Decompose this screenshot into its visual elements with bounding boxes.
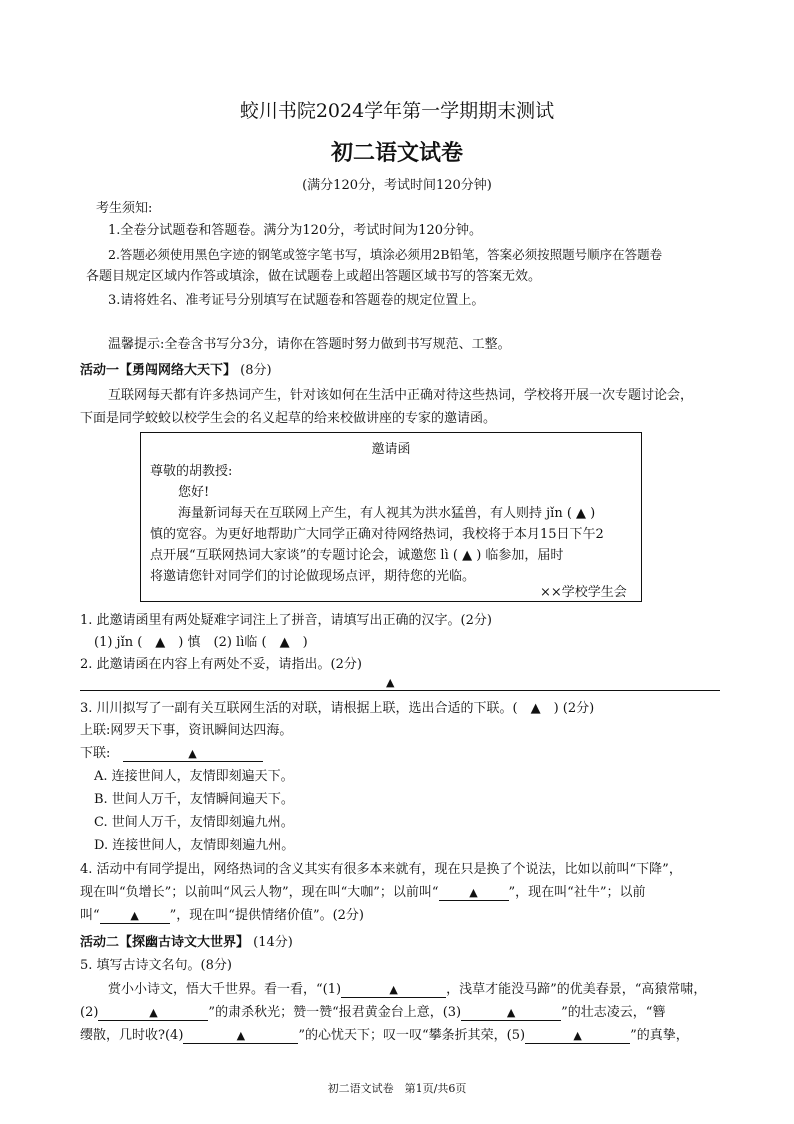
notice-item-2: 2.答题必须使用黑色字迹的钢笔或签字笔书写，填涂必须用2B铅笔，答案必须按照题号顺序在答题卷 (108, 247, 663, 262)
exam-title: 蛟川书院2024学年第一学期期末测试 (239, 100, 555, 122)
score-note: (满分120分，考试时间120分钟) (302, 178, 492, 193)
question-5-line-1 (108, 981, 706, 999)
couplet-lower-label: 下联: (80, 746, 111, 761)
activity-2-heading (80, 934, 293, 952)
letter-salutation: 尊敬的胡教授: (150, 464, 233, 479)
page-footer: 初二语文试卷 第1页/共6页 (327, 1082, 467, 1095)
notice-item-3: 3.请将姓名、准考证号分别填写在试题卷和答题卷的规定位置上。 (108, 293, 485, 308)
question-4-line-1: 4. 活动中有同学提出，网络热词的含义其实有很多本来就有，现在只是换了个说法，比如以前叫“下降”， (80, 862, 682, 877)
activity-2-points: (14分) (253, 935, 293, 950)
activity-1-points: (8分) (240, 363, 272, 378)
question-3-stem: 3. 川川拟写了一副有关互联网生活的对联，请根据上联，选出合适的下联。( ▲ ) (2分) (80, 701, 595, 716)
question-4-line-3-tail: ”，现在叫“提供情绪价值”。(2分) (169, 908, 365, 923)
question-2-answer-line[interactable] (80, 690, 720, 691)
question-5-line-3-mid: ”的心忧天下；叹一叹“攀条折其荣，(5) (298, 1028, 526, 1043)
question-2-answer-mark: ▲ (386, 676, 395, 689)
question-4-line-2-tail: ”，现在叫“社牛”；以前 (508, 885, 646, 900)
question-5-line-1-text: 赏小小诗文，悟大千世界。看一看，“(1) (108, 982, 342, 997)
question-5-line-1-tail: ，浅草才能没马蹄”的优美春景，“高猿常啸， (446, 982, 707, 997)
question-1-stem: 1. 此邀请函里有两处疑难字词注上了拼音，请填写出正确的汉字。(2分) (80, 613, 492, 628)
question-5-line-3-tail: ”的真挚， (630, 1028, 689, 1043)
option-c: C. 世间人万千，友情即刻遍九州。 (94, 815, 294, 830)
question-5-line-3 (80, 1027, 689, 1045)
option-a: A. 连接世间人，友情即刻遍天下。 (94, 769, 294, 784)
letter-greeting: 您好! (178, 485, 210, 500)
letter-line-2: 慎的宽容。为更好地帮助广大同学正确对待网络热词，我校将于本月15日下午2 (150, 527, 604, 542)
warm-tip: 温馨提示:全卷含书写分3分，请你在答题时努力做到书写规范、工整。 (108, 337, 511, 352)
question-5-line-2-mid: ”的肃杀秋光；赞一赞“报君黄金台上意，(3) (208, 1005, 462, 1020)
question-5-line-2-tail: ”的壮志凌云，“簪 (561, 1005, 666, 1020)
question-4-line-3 (80, 907, 364, 925)
activity-1-intro: 互联网每天都有许多热词产生，针对该如何在生活中正确对待这些热词，学校将开展一次专题讨论会， (108, 388, 694, 403)
question-1-answer-line: (1) jǐn ( ▲ ) 慎 (2) lì临 ( ▲ ) (94, 635, 308, 650)
couplet-lower (80, 745, 263, 763)
question-5-line-3-text: 缨散，几时收?(4) (80, 1028, 184, 1043)
question-4-line-2 (80, 884, 645, 902)
poem-blank-4[interactable]: ▲ (183, 1028, 298, 1044)
poem-blank-1[interactable]: ▲ (341, 982, 446, 998)
question-5-line-2 (80, 1004, 665, 1022)
couplet-lower-blank[interactable]: ▲ (123, 746, 263, 762)
question-5-line-2-text: (2) (80, 1005, 99, 1020)
question-4-line-2-text: 现在叫“负增长”；以前叫“风云人物”，现在叫“大咖”；以前叫“ (80, 885, 439, 900)
paper-title: 初二语文试卷 (330, 141, 463, 166)
question-2-stem: 2. 此邀请函在内容上有两处不妥，请指出。(2分) (80, 657, 362, 672)
letter-line-3: 点开展“互联网热词大家谈”的专题讨论会，诚邀您 lì ( ▲ ) 临参加，届时 (150, 548, 564, 563)
question-4-line-3-text: 叫“ (80, 908, 100, 923)
question-4-blank-1[interactable]: ▲ (439, 885, 509, 901)
notice-item-2-cont: 各题目规定区域内作答或填涂，做在试题卷上或超出答题区域书写的答案无效。 (86, 269, 542, 284)
letter-signature: ××学校学生会 (540, 585, 627, 600)
poem-blank-3[interactable]: ▲ (461, 1005, 561, 1021)
notice-item-1: 1.全卷分试题卷和答题卷。满分为120分，考试时间为120分钟。 (108, 223, 483, 238)
poem-blank-5[interactable]: ▲ (525, 1028, 630, 1044)
option-d: D. 连接世间人，友情即刻遍九州。 (94, 838, 295, 853)
activity-1-heading (80, 362, 272, 380)
notice-heading: 考生须知: (96, 201, 153, 216)
activity-2-title: 活动二【探幽古诗文大世界】 (80, 935, 250, 950)
letter-line-1: 海量新词每天在互联网上产生，有人视其为洪水猛兽，有人则持 jǐn ( ▲ ) (178, 506, 596, 521)
question-4-blank-2[interactable]: ▲ (100, 908, 170, 924)
poem-blank-2[interactable]: ▲ (98, 1005, 208, 1021)
activity-1-title: 活动一【勇闯网络大天下】 (80, 363, 237, 378)
question-5-stem: 5. 填写古诗文名句。(8分) (80, 958, 232, 973)
option-b: B. 世间人万千，友情瞬间遍天下。 (94, 792, 294, 807)
letter-line-4: 将邀请您针对同学们的讨论做现场点评，期待您的光临。 (150, 569, 476, 584)
couplet-upper: 上联:网罗天下事，资讯瞬间达四海。 (80, 723, 293, 738)
letter-title: 邀请函 (371, 442, 411, 457)
activity-1-intro-cont: 下面是同学蛟蛟以校学生会的名义起草的给来校做讲座的专家的邀请函。 (80, 411, 497, 426)
